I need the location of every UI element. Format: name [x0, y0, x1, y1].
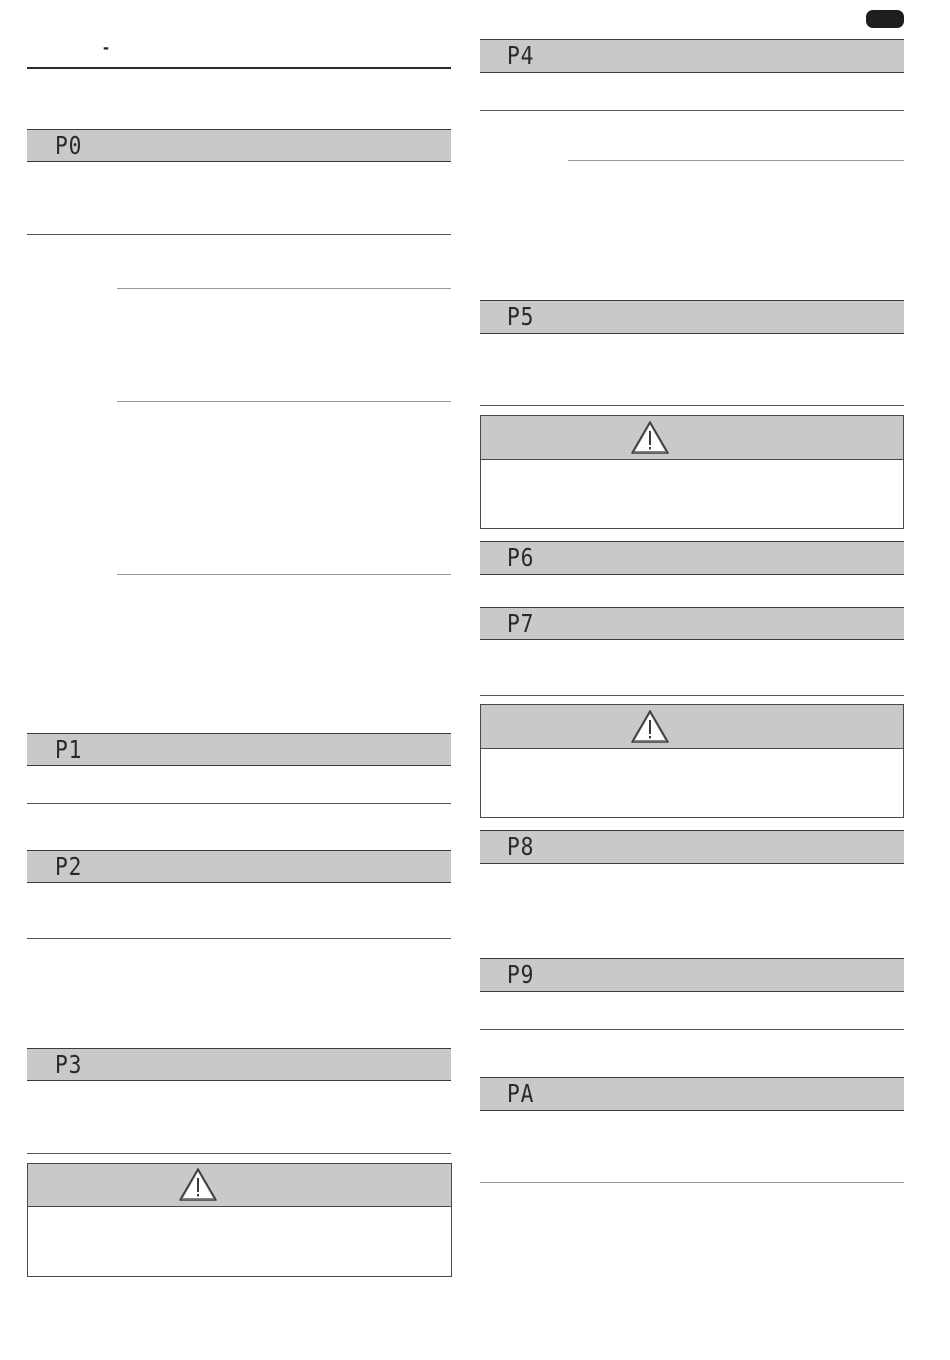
warning-box: [27, 1163, 452, 1277]
divider: [480, 695, 904, 696]
section-bar-p8: [480, 830, 904, 864]
warning-triangle-icon: [630, 420, 670, 456]
page-heading-dash: -: [103, 37, 109, 57]
section-bar-p4: [480, 39, 904, 73]
divider: [480, 110, 904, 111]
heading-rule: [27, 67, 451, 69]
section-code-p8: P8: [507, 832, 535, 861]
divider: [27, 234, 451, 235]
warning-box: [480, 704, 904, 818]
section-code-p2: P2: [55, 852, 83, 881]
sub-divider: [117, 288, 451, 289]
divider: [27, 938, 451, 939]
section-code-p5: P5: [507, 302, 535, 331]
divider: [480, 1182, 904, 1183]
warning-box-header: [481, 705, 903, 749]
section-code-p0: P0: [55, 131, 83, 160]
section-code-p9: P9: [507, 960, 535, 989]
section-code-p3: P3: [55, 1050, 83, 1079]
warning-triangle-icon: [630, 709, 670, 745]
divider: [480, 405, 904, 406]
section-bar-p5: [480, 300, 904, 334]
section-bar-p0: [27, 129, 451, 162]
section-bar-p3: [27, 1048, 451, 1081]
sub-divider: [117, 574, 451, 575]
section-bar-pa: [480, 1077, 904, 1111]
section-code-p6: P6: [507, 543, 535, 572]
warning-box-header: [28, 1164, 451, 1207]
section-code-p4: P4: [507, 41, 535, 70]
section-code-p1: P1: [55, 735, 83, 764]
section-bar-p7: [480, 607, 904, 640]
divider: [27, 1153, 451, 1154]
divider: [27, 803, 451, 804]
section-code-p7: P7: [507, 609, 535, 638]
section-bar-p9: [480, 958, 904, 992]
warning-box: [480, 415, 904, 529]
section-bar-p6: [480, 541, 904, 575]
sub-divider: [568, 160, 904, 161]
divider: [480, 1029, 904, 1030]
warning-triangle-icon: [178, 1167, 218, 1203]
sub-divider: [117, 401, 451, 402]
section-bar-p2: [27, 850, 451, 883]
section-bar-p1: [27, 733, 451, 766]
warning-box-header: [481, 416, 903, 460]
section-code-pa: PA: [507, 1079, 535, 1108]
language-tab-badge: [866, 10, 904, 28]
